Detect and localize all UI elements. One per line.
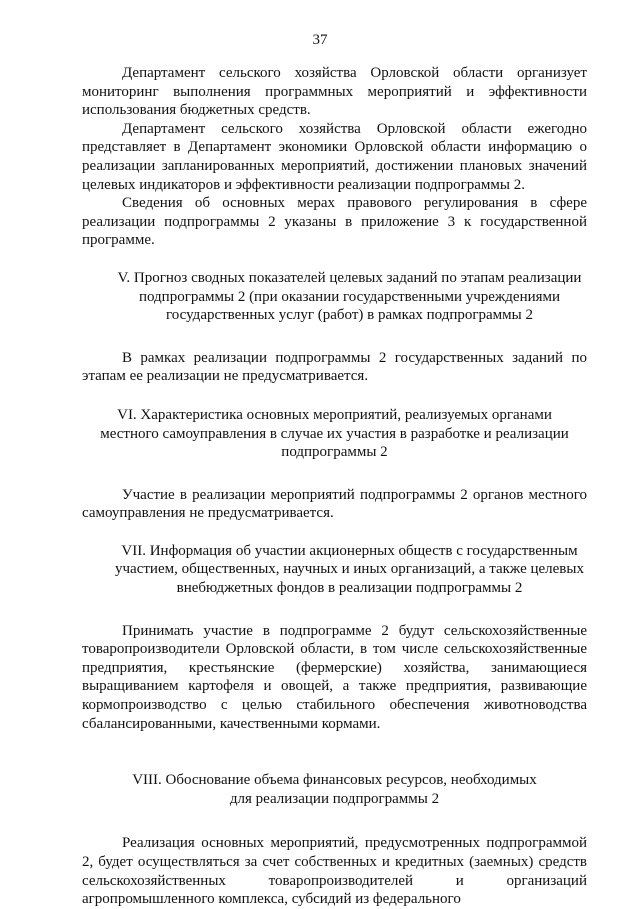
section-6-text: Участие в реализации мероприятий подпрограммы 2 органов местного самоуправления не предусматривается. — [82, 486, 587, 522]
document-body — [82, 64, 587, 909]
section-8-heading-line-2: для реализации подпрограммы 2 — [229, 790, 440, 807]
section-8-text: Реализация основных мероприятий, предусмотренных подпрограммой 2, будет осуществляться за счет собственных и кредитных (заемных) средств сельскохозяйственных товаропроизводителей и организаций агропромышленного комплекса, субсидий из федерального — [82, 835, 587, 908]
section-5-text: В рамках реализации подпрограммы 2 государственных заданий по этапам ее реализации не предусматривается. — [82, 349, 587, 385]
section-5-heading: V. Прогноз сводных показателей целевых заданий по этапам реализации подпрограммы 2 (при оказании государственными учреждениями государственных услуг (работ) в рамках подпрограммы 2 — [117, 269, 582, 324]
section-7-text: Принимать участие в подпрограмме 2 будут сельскохозяйственные товаропроизводители Орловской области, в том числе сельскохозяйственные предприятия, крестьянские (фермерские) хозяйства, занимающиеся выращиванием картофеля и овощей, а также предприятия, развивающие кормопроизводство с целью стабильного обеспечения животноводства сбалансированными, качественными кормами. — [82, 622, 587, 732]
section-8-heading-line-1: VIII. Обоснование объема финансовых ресурсов, необходимых — [132, 772, 537, 789]
section-8-heading — [82, 771, 587, 808]
paragraph-legal-regulation: Сведения об основных мерах правового регулирования в сфере реализации подпрограммы 2 указаны в приложение 3 к государственной программе. — [82, 195, 587, 249]
paragraph-monitoring: Департамент сельского хозяйства Орловской области организует мониторинг выполнения программных мероприятий и эффективности использования бюджетных средств. — [82, 65, 587, 119]
paragraph-reporting: Департамент сельского хозяйства Орловской области ежегодно представляет в Департамент экономики Орловской области информацию о реализации запланированных мероприятий, достижении плановых значений целевых индикаторов и эффективности реализации подпрограммы 2. — [82, 120, 587, 193]
page-number: 37 — [312, 32, 328, 48]
section-6-heading: VI. Характеристика основных мероприятий, реализуемых органами местного самоуправления в случае их участия в разработке и реализации подпрограммы 2 — [100, 406, 569, 461]
section-7-heading: VII. Информация об участии акционерных обществ с государственным участием, общественных, научных и иных организаций, а также целевых внебюджетных фондов в реализации подпрограммы 2 — [115, 542, 584, 597]
